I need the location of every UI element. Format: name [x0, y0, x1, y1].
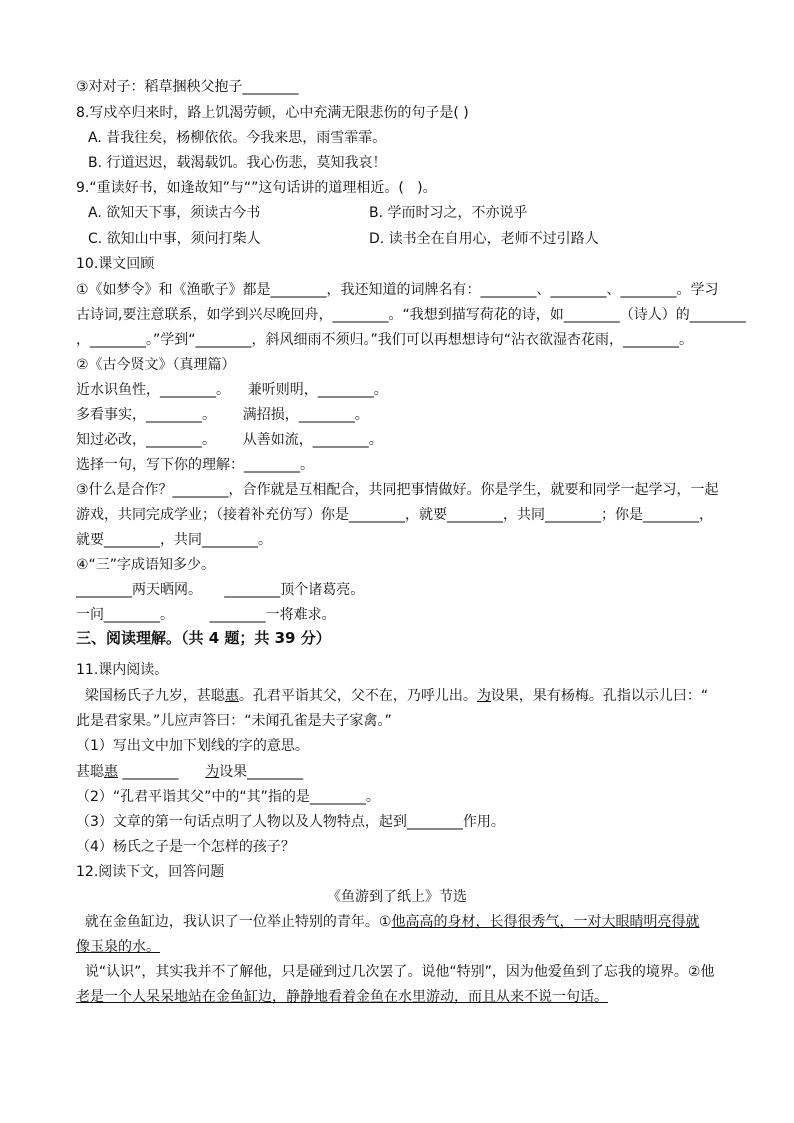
q12-passage-title: 《鱼游到了纸上》节选 — [327, 889, 467, 905]
q9-option-a: A. 欲知天下事，须读古今书 — [88, 205, 261, 221]
q11-heading: 11.课内阅读。 — [76, 662, 169, 678]
q10-line-12: ④“三”字成语知多少。 — [76, 557, 216, 573]
q11-passage-line-1: 梁国杨氏子九岁，甚聪惠。孔君平诣其父，父不在，乃呼儿出。为设果，果有杨梅。孔指以示儿曰：“ — [76, 688, 709, 704]
q10-line-14: 一问________。 ________一将难求。 — [76, 607, 336, 623]
underlined-sentence-1: 他高高的身材，长得很秀气，一对大眼睛明亮得就 — [391, 914, 700, 930]
q10-line-9: ③什么是合作？________，合作就是互相配合，共同把事情做好。你是学生，就要和同学一起学习，一起 — [76, 482, 719, 498]
q8-stem: 8.写戍卒归来时，路上饥渴劳顿，心中充满无限悲伤的句子是( ) — [76, 105, 469, 121]
underlined-word-wei: 为 — [476, 688, 491, 704]
q9-option-c: C. 欲知山中事，须问打柴人 — [88, 231, 261, 247]
q9-stem: 9.“重读好书，如逢故知”与“”这句话讲的道理相近。( )。 — [76, 180, 437, 196]
q10-line-4: ②《古今贤文》（真理篇） — [76, 357, 236, 373]
q10-line-5: 近水识鱼性，________。 兼听则明，________。 — [76, 382, 388, 398]
q8-option-b: B. 行道迟迟，载渴载饥。我心伤悲，莫知我哀！ — [88, 155, 387, 171]
q12-para2-line-2 — [76, 987, 608, 1007]
q10-line-10: 游戏，共同完成学业；（接着补充仿写）你是________，就要________，共同________；你是________， — [76, 507, 713, 523]
section-3-title: 三、阅读理解。（共 4 题；共 39 分） — [76, 629, 331, 647]
q7-item3: ③对对子：稻草捆秧父抱子________ — [76, 79, 299, 95]
q10-line-3: ，________。”学到“________，斜风细雨不须归。”我们可以再想想诗句“沾衣欲湿杏花雨，________。 — [76, 332, 694, 348]
q8-option-a: A. 昔我往矣，杨柳依依。今我来思，雨雪霏霏。 — [88, 130, 387, 146]
q12-heading: 12.阅读下文，回答问题 — [76, 864, 225, 880]
q12-para1-line-1: 就在金鱼缸边，我认识了一位举止特别的青年。①他高高的身材，长得很秀气，一对大眼睛明亮得就 — [76, 914, 700, 930]
q10-line-13: ________两天晒网。 ________顶个诸葛亮。 — [76, 582, 365, 598]
q11-passage-line-2: 此是君家果。”儿应声答曰：“未闻孔雀是夫子家禽。” — [76, 713, 392, 729]
q11-sub-3: （3）文章的第一句话点明了人物以及人物特点，起到________作用。 — [76, 814, 505, 830]
q10-heading: 10.课文回顾 — [76, 256, 155, 272]
q9-option-d: D. 读书全在自用心，老师不过引路人 — [369, 231, 599, 247]
q11-sub-1-answers: 甚聪惠 ________ 为设果________ — [76, 764, 304, 780]
q11-sub-1: （1）写出文中加下划线的字的意思。 — [76, 738, 309, 754]
q11-sub-2: （2）“孔君平诣其父”中的“其”指的是________。 — [76, 789, 380, 805]
q10-line-8: 选择一句，写下你的理解：________。 — [76, 457, 314, 473]
q10-line-11: 就要________，共同________。 — [76, 532, 272, 548]
q10-line-1: ①《如梦令》和《渔歌子》都是________，我还知道的词牌名有：________、________、________。学习 — [76, 282, 719, 298]
q12-para1-line-2: 像玉泉的水。 — [76, 939, 160, 955]
q10-line-7: 知过必改，________。 从善如流，________。 — [76, 432, 383, 448]
underlined-sentence-2: 老是一个人呆呆地站在金鱼缸边，静静地看着金鱼在水里游动，而且从来不说一句话。 — [76, 989, 608, 1005]
q12-para2-line-1: 说“认识”，其实我并不了解他，只是碰到过几次罢了。说他“特别”，因为他爱鱼到了忘我的境界。②他 — [76, 964, 715, 980]
q9-option-b: B. 学而时习之，不亦说乎 — [369, 205, 528, 221]
q10-line-2: 古诗词,要注意联系，如学到兴尽晚回舟，________。“我想到描写荷花的诗，如________（诗人）的________ — [76, 307, 746, 323]
underlined-word-hui: 惠 — [224, 688, 239, 704]
q11-sub-4: （4）杨氏之子是一个怎样的孩子？ — [76, 839, 295, 855]
q10-line-6: 多看事实，________。 满招损，________。 — [76, 407, 369, 423]
